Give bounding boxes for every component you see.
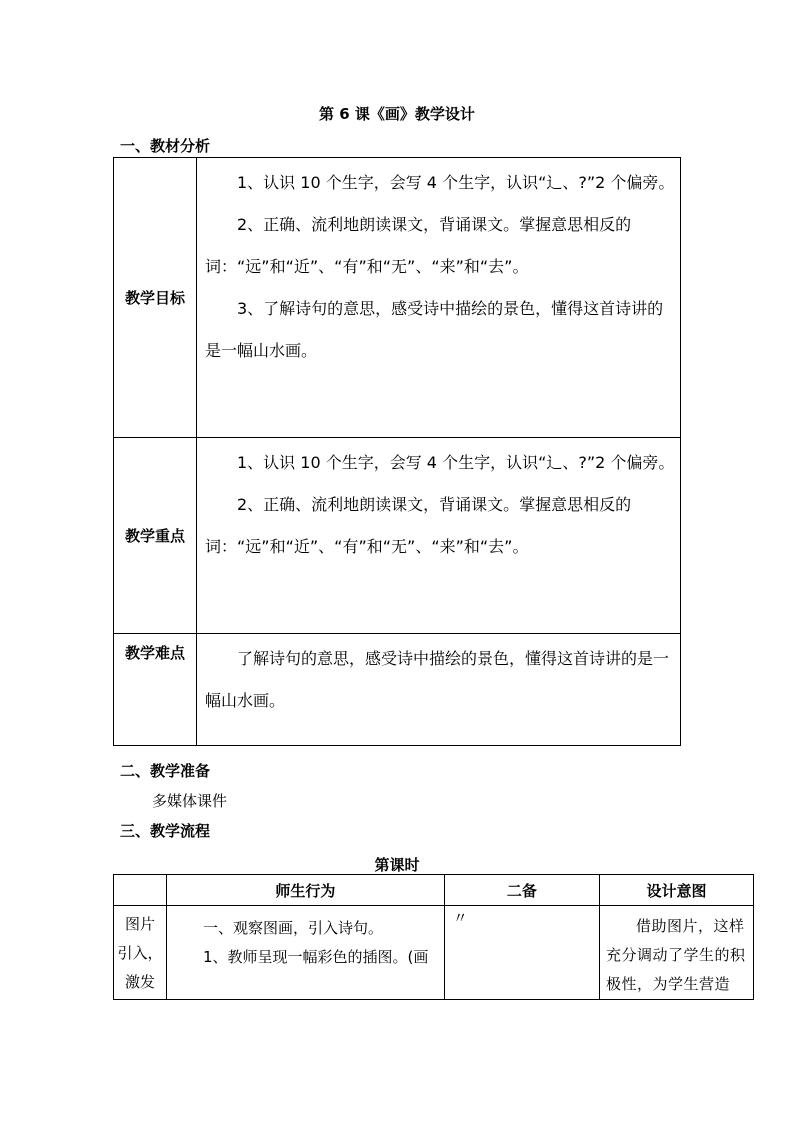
second-prep-cell: 〃 [444,906,599,1000]
section-heading-analysis: 一、教材分析 [120,137,211,155]
table-row-key-points [114,438,681,634]
key-points-line: 2、正确、流利地朗读课文，背诵课文。掌握意思相反的词：“远”和“近”、“有”和“无”、“来”和“去”。 [205,495,632,556]
actions-line: 一、观察图画，引入诗句。 [202,919,383,937]
header-stage [114,875,167,906]
difficulty-label: 教学难点 [114,634,197,746]
key-points-line: 1、认识 10 个生字，会写 4 个生字，认识“辶、?”2 个偏旁。 [237,453,675,472]
key-points-label: 教学重点 [114,438,197,634]
stage-line: 激发 [124,973,155,991]
section-heading-preparation: 二、教学准备 [120,762,211,780]
difficulty-line: 了解诗句的意思，感受诗中描绘的景色，懂得这首诗讲的是一幅山水画。 [205,649,670,710]
objectives-line: 2、正确、流利地朗读课文，背诵课文。掌握意思相反的词：“远”和“近”、“有”和“无”、“来”和“去”。 [205,215,632,276]
preparation-text: 多媒体课件 [152,792,228,810]
actions-line: 1、教师呈现一幅彩色的插图。(画 [202,948,429,966]
objectives-label: 教学目标 [114,158,197,438]
objectives-content [197,158,681,438]
header-intent: 设计意图 [599,875,753,906]
header-actions: 师生行为 [166,875,444,906]
objectives-line: 3、了解诗句的意思，感受诗中描绘的景色，懂得这首诗讲的是一幅山水画。 [205,299,664,360]
actions-cell [166,906,444,1000]
stage-cell [114,906,167,1000]
table-header-row [114,875,754,906]
header-second-prep: 二备 [444,875,599,906]
process-table [113,874,754,1000]
key-points-content [197,438,681,634]
analysis-table [113,157,681,746]
intent-cell: 借助图片，这样充分调动了学生的积极性，为学生营造 [599,906,753,1000]
stage-line: 引入， [117,944,163,962]
objectives-line: 1、认识 10 个生字，会写 4 个生字，认识“辶、?”2 个偏旁。 [237,173,675,192]
lesson-title: 第课时 [374,856,420,874]
table-row-difficulty [114,634,681,746]
stage-line: 图片 [124,915,155,933]
section-heading-process: 三、教学流程 [120,822,211,840]
table-row [114,906,754,1000]
table-row-objectives [114,158,681,438]
page-title: 第 6 课《画》教学设计 [319,105,475,123]
difficulty-content [197,634,681,746]
